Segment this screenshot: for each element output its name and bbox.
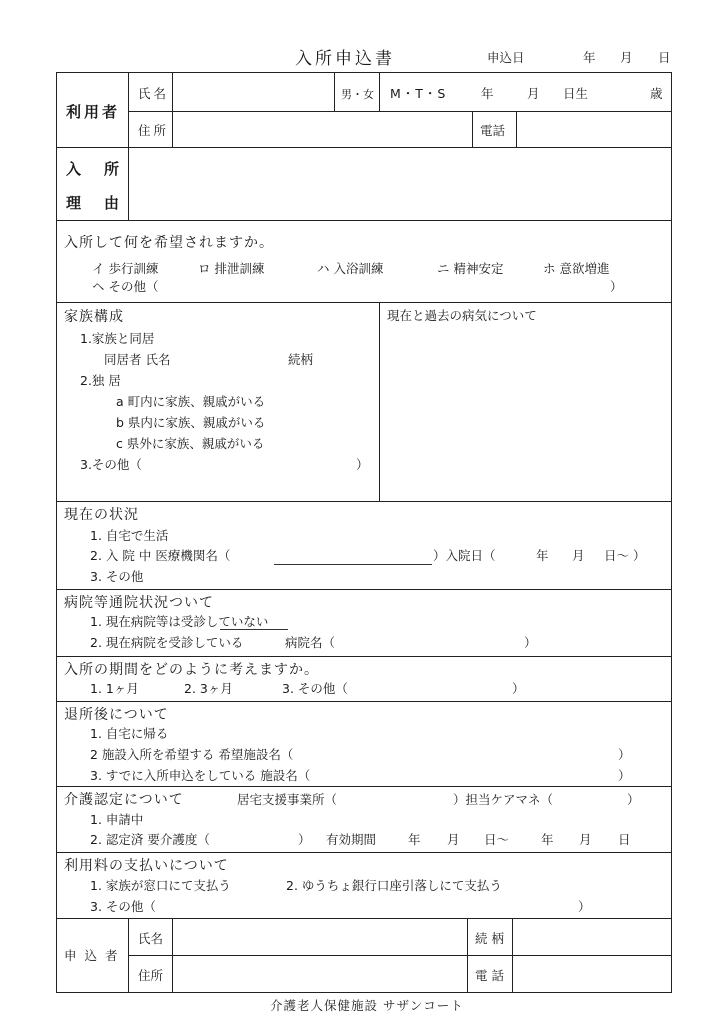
- reason-field[interactable]: [134, 152, 668, 216]
- applicant-relation-label: 続 柄: [475, 931, 504, 946]
- current-item-1[interactable]: 1. 自宅で生活: [90, 528, 169, 543]
- apply-day: 日: [658, 50, 671, 65]
- discharge-item-3[interactable]: 3. すでに入所申込をしている 施設名（: [90, 768, 311, 783]
- admission-day: 日～ ）: [604, 548, 646, 563]
- applicant-address-label: 住所: [138, 968, 164, 983]
- current-item-3[interactable]: 3. その他: [90, 569, 144, 584]
- applicant-name-label: 氏名: [138, 931, 164, 946]
- user-address-field[interactable]: [178, 116, 468, 142]
- care-item-2[interactable]: 2. 認定済 要介護度（: [90, 832, 210, 847]
- hospital-item-1[interactable]: 1. 現在病院等は受診していない: [90, 614, 269, 629]
- care-item-1[interactable]: 1. 申請中: [90, 812, 144, 827]
- admission-year: 年: [536, 548, 549, 563]
- illness-field[interactable]: [385, 326, 667, 496]
- user-label: 利用者: [66, 103, 121, 121]
- wish-option-5[interactable]: ホ 意欲増進: [543, 261, 610, 276]
- user-phone-label: 電話: [480, 123, 506, 138]
- current-heading: 現在の状況: [64, 507, 139, 523]
- applicant-phone-label: 電 話: [475, 968, 504, 983]
- family-sub-b[interactable]: b 県内に家族、親戚がいる: [116, 415, 266, 430]
- wish-heading: 入所して何を希望されますか。: [64, 235, 274, 251]
- care-office-label: 居宅支援事業所（: [237, 792, 338, 807]
- wish-option-1[interactable]: イ 歩行訓練: [92, 261, 159, 276]
- care-level-close: ）: [298, 832, 311, 847]
- facility-name: 介護老人保健施設 サザンコート: [270, 998, 464, 1013]
- family-item-3[interactable]: 3.その他（: [80, 457, 142, 472]
- hospital-item-2[interactable]: 2. 現在病院を受診している: [90, 635, 244, 650]
- age-label: 歳: [650, 86, 663, 101]
- family-sub-a[interactable]: a 町内に家族、親戚がいる: [116, 394, 266, 409]
- valid-day-1: 日～: [484, 832, 510, 847]
- applicant-address-field[interactable]: [178, 960, 462, 988]
- admission-date-label: ）入院日（: [433, 548, 496, 563]
- period-option-1[interactable]: 1. 1ヶ月: [90, 681, 139, 696]
- current-item-2[interactable]: 2. 入 院 中 医療機関名（: [90, 548, 231, 563]
- care-manager-close: ）: [627, 792, 640, 807]
- valid-year-2: 年: [541, 832, 554, 847]
- birth-day: 日生: [563, 86, 589, 101]
- hospital-close: ）: [524, 635, 537, 650]
- birth-year: 年: [481, 86, 494, 101]
- payment-item-3[interactable]: 3. その他（: [90, 899, 156, 914]
- wish-option-2[interactable]: ロ 排泄訓練: [198, 261, 265, 276]
- valid-period-label: 有効期間: [326, 832, 377, 847]
- payment-item-2[interactable]: 2. ゆうちょ銀行口座引落しにて支払う: [286, 878, 502, 893]
- apply-month: 月: [620, 50, 633, 65]
- payment-close: ）: [578, 899, 591, 914]
- applicant-name-field[interactable]: [178, 923, 462, 950]
- user-phone-field[interactable]: [522, 116, 668, 142]
- admission-month: 月: [572, 548, 585, 563]
- cohabitant-label: 同居者 氏名: [104, 352, 171, 367]
- birth-month: 月: [527, 86, 540, 101]
- applicant-label: 申 込 者: [64, 948, 120, 963]
- discharge-close-3: ）: [618, 768, 631, 783]
- applicant-relation-field[interactable]: [518, 923, 668, 950]
- family-heading: 家族構成: [64, 309, 124, 325]
- period-option-2[interactable]: 2. 3ヶ月: [184, 681, 233, 696]
- wish-other: ヘ その他（: [92, 279, 159, 294]
- gender-select[interactable]: 男・女: [341, 88, 374, 101]
- apply-date-label: 申込日: [487, 50, 525, 65]
- reason-label-2b: 由: [104, 194, 123, 212]
- payment-heading: 利用料の支払いについて: [64, 858, 229, 874]
- valid-day-2: 日: [618, 832, 631, 847]
- period-close: ）: [512, 681, 525, 696]
- applicant-phone-field[interactable]: [518, 960, 668, 988]
- relation-label: 続柄: [288, 352, 314, 367]
- user-address-label: 住所: [138, 123, 170, 138]
- discharge-item-1[interactable]: 1. 自宅に帰る: [90, 726, 169, 741]
- page-title: 入所申込書: [295, 49, 395, 69]
- valid-year-1: 年: [408, 832, 421, 847]
- discharge-item-2[interactable]: 2 施設入所を希望する 希望施設名（: [90, 747, 294, 762]
- wish-option-4[interactable]: ニ 精神安定: [437, 261, 504, 276]
- hospital-heading: 病院等通院状況ついて: [64, 595, 214, 611]
- valid-month-1: 月: [447, 832, 460, 847]
- discharge-heading: 退所後について: [64, 707, 169, 723]
- reason-label-1a: 入: [66, 160, 85, 178]
- illness-heading: 現在と過去の病気について: [387, 308, 537, 323]
- wish-other-field[interactable]: [180, 274, 608, 294]
- family-item-2[interactable]: 2.独 居: [80, 373, 121, 388]
- era-select[interactable]: M・T・S: [390, 86, 447, 101]
- valid-month-2: 月: [579, 832, 592, 847]
- period-option-3[interactable]: 3. その他（: [282, 681, 348, 696]
- family-item-1[interactable]: 1.家族と同居: [80, 331, 155, 346]
- apply-year: 年: [583, 50, 596, 65]
- hospital-name-label: 病院名（: [285, 635, 336, 650]
- discharge-close-2: ）: [618, 747, 631, 762]
- family-close: ）: [356, 457, 369, 472]
- period-heading: 入所の期間をどのように考えますか。: [64, 662, 319, 678]
- user-name-label: 氏名: [138, 86, 170, 101]
- user-name-field[interactable]: [178, 80, 330, 106]
- payment-item-1[interactable]: 1. 家族が窓口にて支払う: [90, 878, 231, 893]
- reason-label-1b: 所: [104, 160, 123, 178]
- family-sub-c[interactable]: c 県外に家族、親戚がいる: [116, 436, 265, 451]
- wish-option-3[interactable]: ハ 入浴訓練: [317, 261, 384, 276]
- wish-other-close: ）: [610, 279, 623, 294]
- care-heading: 介護認定について: [64, 792, 184, 808]
- reason-label-2a: 理: [66, 194, 85, 212]
- care-manager-label: ）担当ケアマネ（: [453, 792, 554, 807]
